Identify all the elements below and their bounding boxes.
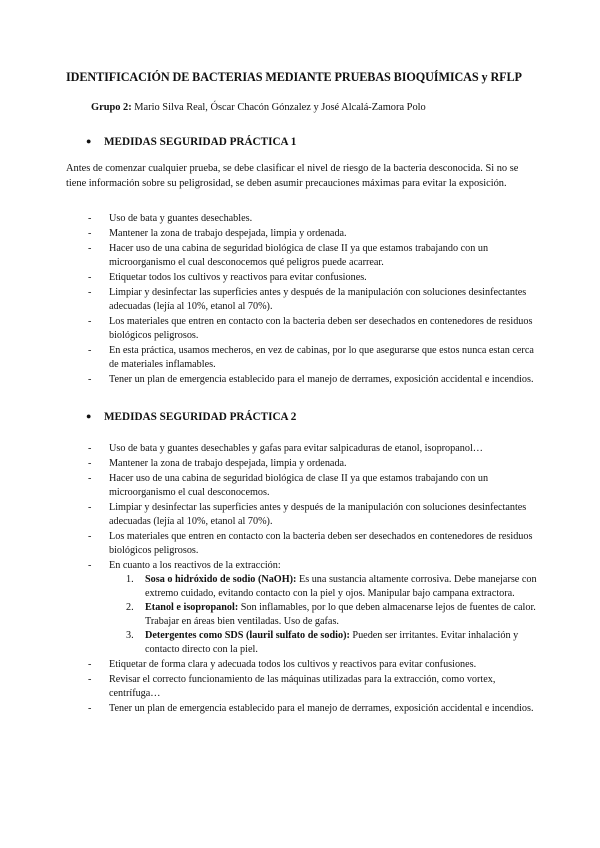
reagent-item	[109, 601, 538, 629]
list-item: - Uso de bata y guantes desechables y gafas para evitar salpicaduras de etanol, isopropanol…	[88, 442, 538, 456]
list-item: - Limpiar y desinfectar las superficies antes y después de la manipulación con soluciones desinfectantes adecuadas (lejía al 10%, etanol al 70%).	[88, 286, 538, 314]
reagent-number: 1.	[126, 574, 134, 586]
section-1-list	[88, 212, 538, 388]
list-item: - Hacer uso de una cabina de seguridad biológica de clase II ya que estamos trabajando con un microorganismo el cual desconocemos.	[88, 472, 538, 500]
list-item: - Limpiar y desinfectar las superficies antes y después de la manipulación con soluciones desinfectantes adecuadas (lejía al 10%, etanol al 70%).	[88, 501, 538, 529]
list-item: - Mantener la zona de trabajo despejada, limpia y ordenada.	[88, 457, 538, 471]
reagent-name: Sosa o hidróxido de sodio (NaOH):	[145, 574, 297, 586]
list-item-reagents	[88, 559, 538, 656]
list-item: - Uso de bata y guantes desechables.	[88, 212, 538, 226]
reagent-number: 2.	[126, 601, 134, 613]
section-heading-1	[86, 136, 296, 148]
list-item: - Etiquetar todos los cultivos y reactivos para evitar confusiones.	[88, 271, 538, 285]
group-line	[91, 102, 426, 113]
reagent-text: Es una sustancia altamente corrosiva. Debe manejarse con extremo cuidado, evitando contacto con la piel y ojos. Manipular bajo campana extractora.	[145, 574, 537, 599]
section-heading-2	[86, 411, 296, 423]
group-label: Grupo 2:	[91, 102, 132, 113]
list-item: - Etiquetar de forma clara y adecuada todos los cultivos y reactivos para evitar confusiones.	[88, 658, 538, 672]
list-item: - Tener un plan de emergencia establecido para el manejo de derrames, exposición accidental e incendios.	[88, 702, 538, 716]
list-item: - Hacer uso de una cabina de seguridad biológica de clase II ya que estamos trabajando con un microorganismo el cual desconocemos qué peligros puede acarrear.	[88, 242, 538, 270]
reagent-item	[109, 629, 538, 657]
group-members: Mario Silva Real, Óscar Chacón Gónzalez y José Alcalá-Zamora Polo	[131, 102, 426, 113]
reagent-text: Pueden ser irritantes. Evitar inhalación y contacto directo con la piel.	[145, 629, 519, 655]
list-item: - Tener un plan de emergencia establecido para el manejo de derrames, exposición accidental e incendios.	[88, 373, 538, 387]
list-item: - Los materiales que entren en contacto con la bacteria deben ser desechados en contenedores de residuos biológicos peligrosos.	[88, 315, 538, 343]
list-item: - Los materiales que entren en contacto con la bacteria deben ser desechados en contenedores de residuos biológicos peligrosos.	[88, 530, 538, 558]
reagent-number: 3.	[126, 629, 134, 641]
list-item: - Mantener la zona de trabajo despejada, limpia y ordenada.	[88, 227, 538, 241]
section-1-title: MEDIDAS SEGURIDAD PRÁCTICA 1	[104, 136, 297, 148]
reagents-intro: En cuanto a los reactivos de la extracción:	[109, 560, 281, 572]
section-2-title: MEDIDAS SEGURIDAD PRÁCTICA 2	[104, 411, 297, 423]
reagents-list	[109, 573, 538, 656]
list-item: - En esta práctica, usamos mecheros, en vez de cabinas, por lo que asegurarse que estos nunca estan cerca de materiales inflamables.	[88, 344, 538, 372]
document-title: IDENTIFICACIÓN DE BACTERIAS MEDIANTE PRUEBAS BIOQUÍMICAS y RFLP	[66, 70, 522, 84]
reagent-text: Son inflamables, por lo que deben almacenarse lejos de fuentes de calor. Trabajar en áreas bien ventiladas. Uso de gafas.	[145, 601, 536, 627]
list-item: - Revisar el correcto funcionamiento de las máquinas utilizadas para la extracción, como vortex, centrífuga…	[88, 673, 538, 701]
reagent-item	[109, 573, 538, 601]
section-1-intro: Antes de comenzar cualquier prueba, se debe clasificar el nivel de riesgo de la bacteria desconocida. Si no se tiene información sobre su peligrosidad, se deben asumir precauciones máximas para evitar la exposición.	[66, 163, 519, 189]
section-2-list	[88, 442, 538, 717]
bullet-icon: ●	[86, 136, 92, 146]
bullet-icon: ●	[86, 411, 92, 421]
reagent-name: Detergentes como SDS (lauril sulfato de sodio):	[145, 629, 350, 641]
reagent-name: Etanol e isopropanol:	[145, 601, 239, 613]
